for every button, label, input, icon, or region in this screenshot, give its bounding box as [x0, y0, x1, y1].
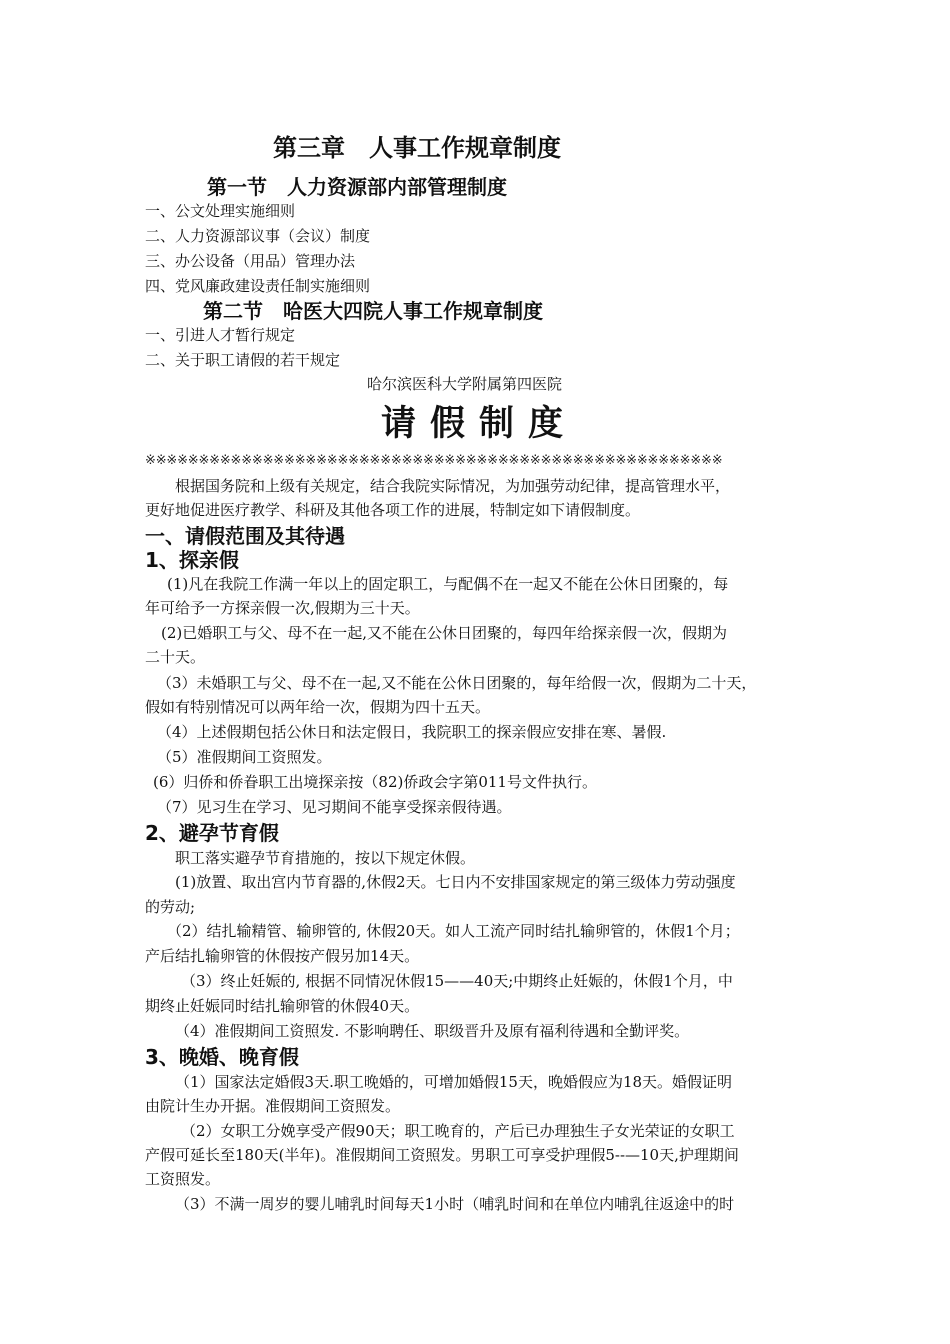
- part1-title: 一、请假范围及其待遇: [145, 524, 345, 548]
- paragraph-line: （2）结扎输精管、输卵管的, 休假20天。如人工流产同时结扎输卵管的，休假1个月；: [167, 922, 740, 940]
- s3-title: 3、晚婚、晚育假: [145, 1045, 299, 1069]
- s2-title: 2、避孕节育假: [145, 821, 279, 845]
- paragraph-line: （4）准假期间工资照发. 不影响聘任、职级晋升及原有福利待遇和全勤评奖。: [175, 1022, 690, 1040]
- paragraph-line: （3）终止妊娠的, 根据不同情况休假15——40天;中期终止妊娠的，休假1个月，中: [181, 972, 733, 990]
- star-divider: ※※※※※※※※※※※※※※※※※※※※※※※※※※※※※※※※※※※※※※※※※※※※※※※※※※※※※※: [145, 453, 723, 468]
- list-item: 三、办公设备（用品）管理办法: [145, 252, 356, 270]
- paragraph-line: 职工落实避孕节育措施的，按以下规定休假。: [175, 849, 476, 867]
- paragraph-line: （3）未婚职工与父、母不在一起,又不能在公休日团聚的，每年给假一次，假期为二十天，: [157, 674, 757, 692]
- paragraph-line: 工资照发。: [145, 1170, 221, 1188]
- paragraph-line: 期终止妊娠同时结扎输卵管的休假40天。: [145, 997, 420, 1015]
- section2-title: 第二节 哈医大四院人事工作规章制度: [203, 299, 543, 323]
- paragraph-line: 二十天。: [145, 648, 206, 666]
- list-item: 四、党风廉政建设责任制实施细则: [145, 277, 371, 295]
- paragraph-line: （5）准假期间工资照发。: [157, 748, 332, 766]
- paragraph-line: （7）见习生在学习、见习期间不能享受探亲假待遇。: [157, 798, 512, 816]
- paragraph-line: 年可给予一方探亲假一次,假期为三十天。: [145, 599, 420, 617]
- paragraph-line: 产假可延长至180天(半年)。准假期间工资照发。男职工可享受护理假5--—10天,护理期间: [145, 1146, 739, 1164]
- paragraph-line: (2)已婚职工与父、母不在一起,又不能在公休日团聚的，每四年给探亲假一次，假期为: [161, 624, 728, 642]
- paragraph-line: (6）归侨和侨眷职工出境探亲按（82)侨政会字第011号文件执行。: [153, 773, 597, 791]
- paragraph-line: （4）上述假期包括公休日和法定假日，我院职工的探亲假应安排在寒、暑假.: [157, 723, 667, 741]
- chapter-title: 第三章 人事工作规章制度: [273, 134, 561, 162]
- intro-line: 更好地促进医疗教学、科研及其他各项工作的进展，特制定如下请假制度。: [145, 501, 641, 519]
- paragraph-line: 产后结扎输卵管的休假按产假另加14天。: [145, 947, 420, 965]
- intro-line: 根据国务院和上级有关规定，结合我院实际情况，为加强劳动纪律，提高管理水平，: [175, 477, 731, 495]
- list-item: 一、引进人才暂行规定: [145, 326, 296, 344]
- list-item: 二、关于职工请假的若干规定: [145, 351, 341, 369]
- section1-title: 第一节 人力资源部内部管理制度: [207, 175, 507, 199]
- list-item: 二、人力资源部议事（会议）制度: [145, 227, 371, 245]
- document-title: 请假制度: [381, 404, 578, 444]
- paragraph-line: （3）不满一周岁的婴儿哺乳时间每天1小时（哺乳时间和在单位内哺乳往返途中的时: [175, 1195, 735, 1213]
- paragraph-line: 假如有特别情况可以两年给一次，假期为四十五天。: [145, 698, 491, 716]
- paragraph-line: （1）国家法定婚假3天.职工晚婚的，可增加婚假15天，晚婚假应为18天。婚假证明: [175, 1073, 733, 1091]
- paragraph-line: (1)凡在我院工作满一年以上的固定职工，与配偶不在一起又不能在公休日团聚的，每: [167, 575, 729, 593]
- s1-title: 1、探亲假: [145, 548, 239, 572]
- paragraph-line: （2）女职工分娩享受产假90天；职工晚育的，产后已办理独生子女光荣证的女职工: [181, 1122, 735, 1140]
- hospital-name: 哈尔滨医科大学附属第四医院: [367, 375, 563, 393]
- paragraph-line: (1)放置、取出宫内节育器的,休假2天。七日内不安排国家规定的第三级体力劳动强度: [175, 873, 736, 891]
- list-item: 一、公文处理实施细则: [145, 202, 296, 220]
- paragraph-line: 的劳动;: [145, 898, 196, 916]
- paragraph-line: 由院计生办开据。准假期间工资照发。: [145, 1097, 401, 1115]
